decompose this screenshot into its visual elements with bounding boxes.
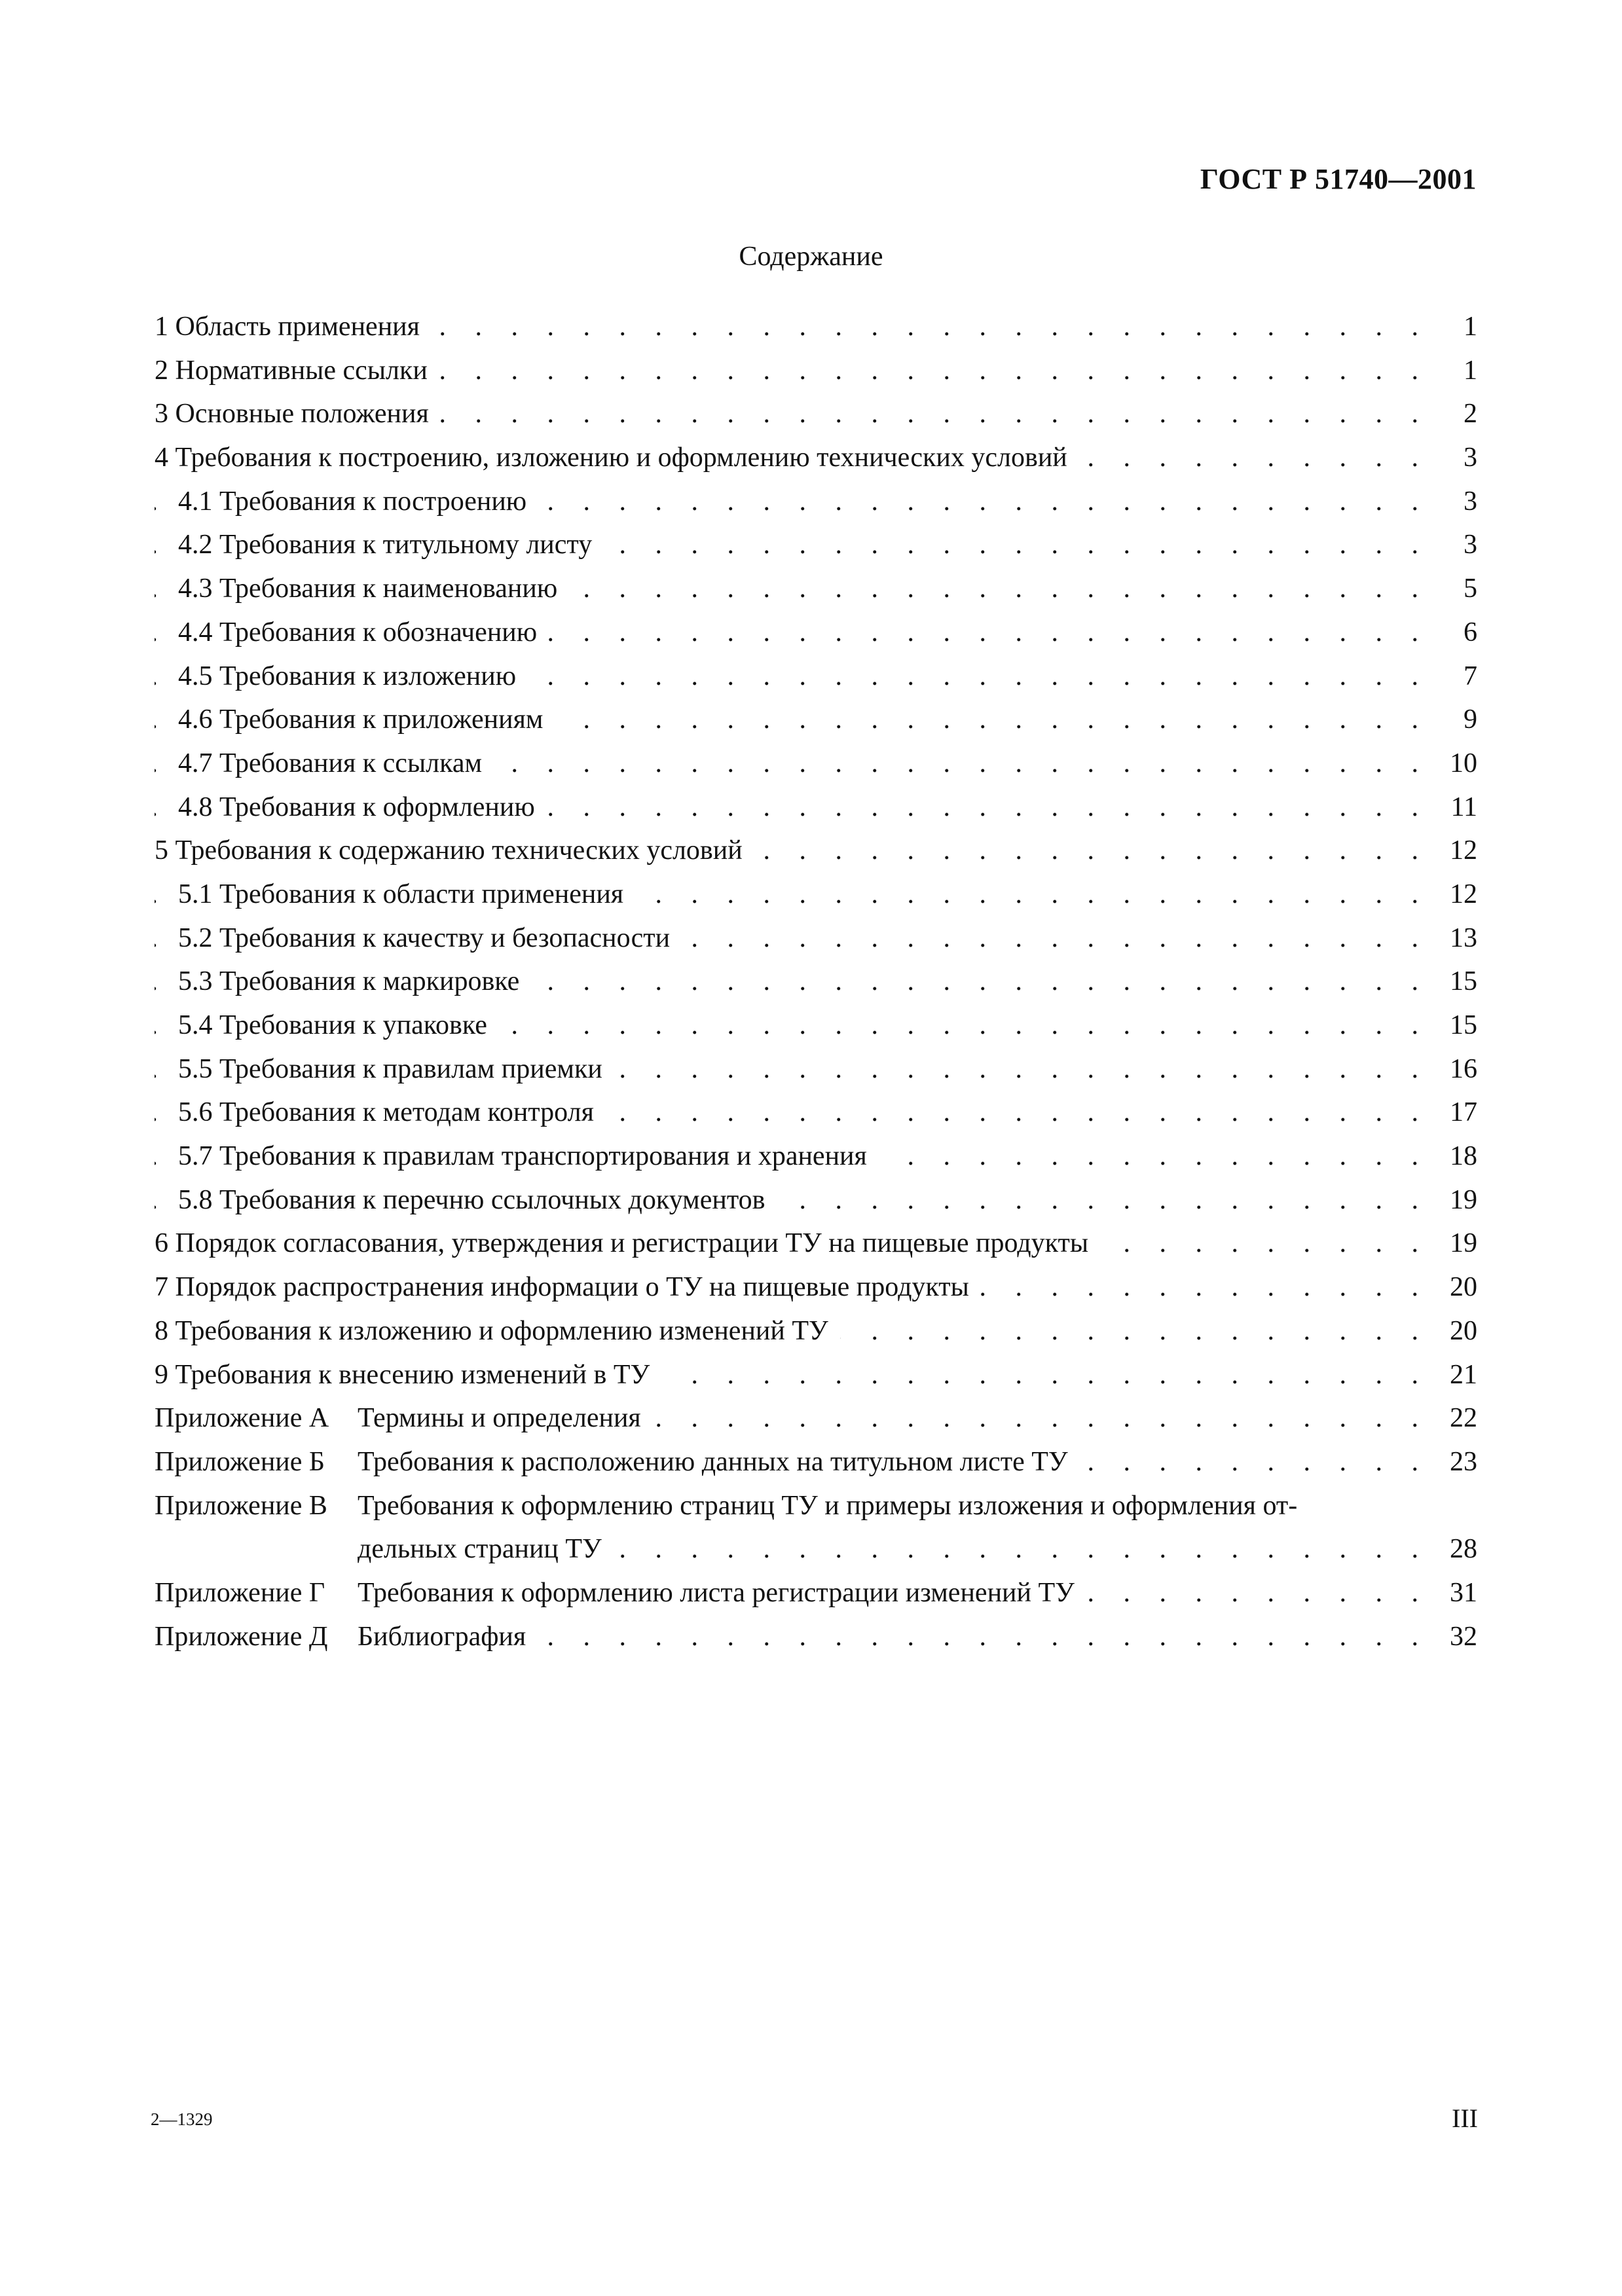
appendix-prefix: Приложение Д xyxy=(155,1615,328,1659)
toc-entry-page: 21 xyxy=(1442,1353,1477,1397)
toc-entry xyxy=(155,611,1477,655)
toc-entry-page: 19 xyxy=(1442,1178,1477,1222)
toc-entry-page: 3 xyxy=(1456,436,1477,480)
toc-entry xyxy=(155,523,1477,567)
toc-entry xyxy=(155,786,1477,829)
toc-entry-label: 2 Нормативные ссылки xyxy=(155,355,439,386)
toc-entry xyxy=(155,1178,1477,1222)
toc-entry-label: 4.6 Требования к приложениям xyxy=(178,704,555,735)
toc-entry-label: 6 Порядок согласования, утверждения и регистрации ТУ на пищевые продукты xyxy=(155,1228,1100,1258)
appendix-label: Требования к оформлению страниц ТУ и примеры изложения и оформления от- xyxy=(358,1484,1477,1528)
toc-entry-label: 5 Требования к содержанию технических условий xyxy=(155,835,754,866)
toc-entry-label: 5.4 Требования к упаковке xyxy=(178,1010,499,1040)
toc-entry-label: 4.7 Требования к ссылкам xyxy=(178,748,494,778)
toc-entry xyxy=(155,1135,1477,1178)
toc-entry xyxy=(155,1004,1477,1048)
toc-entry-page: 15 xyxy=(1442,960,1477,1004)
toc-entry xyxy=(155,829,1477,873)
toc-entry xyxy=(155,655,1477,699)
appendix-label: Библиография xyxy=(358,1615,538,1659)
toc-entry-label: 4.8 Требования к оформлению xyxy=(178,792,547,822)
appendix-label: Требования к оформлению листа регистрации изменений ТУ xyxy=(358,1571,1086,1615)
toc-entry-label: 3 Основные положения xyxy=(155,399,441,429)
toc-entry-label: 4.2 Требования к титульному листу xyxy=(178,530,604,560)
toc-entry-label: 5.6 Требования к методам контроля xyxy=(178,1097,606,1127)
toc-entry-page: 12 xyxy=(1442,829,1477,873)
toc-entry xyxy=(155,436,1477,480)
toc-entry-label: 4.5 Требования к изложению xyxy=(178,661,528,691)
toc-entry-page: 3 xyxy=(1456,523,1477,567)
toc-entry-label: 4 Требования к построению, изложению и оформлению технических условий xyxy=(155,443,1079,473)
toc-entry-page: 1 xyxy=(1456,305,1477,349)
appendix-page: 31 xyxy=(1442,1571,1477,1615)
toc-entry xyxy=(155,1091,1477,1135)
toc-entry-page: 18 xyxy=(1442,1135,1477,1178)
toc-entry-page: 3 xyxy=(1456,480,1477,524)
appendix-prefix: Приложение А xyxy=(155,1396,329,1440)
toc-entry-label: 5.7 Требования к правилам транспортирования и хранения xyxy=(178,1141,879,1171)
toc-entry xyxy=(155,1353,1477,1397)
toc-entry xyxy=(155,1048,1477,1091)
toc-entry-page: 7 xyxy=(1456,655,1477,699)
toc-title: Содержание xyxy=(739,242,883,272)
page-number: III xyxy=(1452,2104,1478,2133)
toc-entry xyxy=(155,873,1477,917)
toc-entry-label: 5.5 Требования к правилам приемки xyxy=(178,1054,614,1084)
toc-entry-label: 1 Область применения xyxy=(155,312,432,342)
toc-appendix xyxy=(155,1571,1477,1615)
toc-entry xyxy=(155,567,1477,611)
toc-entry-page: 1 xyxy=(1456,349,1477,393)
appendix-page: 22 xyxy=(1442,1396,1477,1440)
toc-appendix-continued xyxy=(155,1527,1477,1571)
appendix-page: 28 xyxy=(1442,1527,1477,1571)
appendix-prefix: Приложение Б xyxy=(155,1440,325,1484)
toc-entry-page: 11 xyxy=(1443,786,1477,829)
toc-entry-page: 13 xyxy=(1442,917,1477,960)
toc-entry-label: 9 Требования к внесению изменений в ТУ xyxy=(155,1360,661,1390)
toc-entry-label: 5.3 Требования к маркировке xyxy=(178,966,531,996)
appendix-label-continued: дельных страниц ТУ xyxy=(358,1527,614,1571)
toc-appendix xyxy=(155,1615,1477,1659)
toc-entry xyxy=(155,305,1477,349)
toc-entry-label: 4.4 Требования к обозначению xyxy=(178,617,549,647)
toc-entry-page: 5 xyxy=(1456,567,1477,611)
toc-entry-page: 9 xyxy=(1456,698,1477,742)
toc-entry-page: 19 xyxy=(1442,1222,1477,1266)
toc-entry xyxy=(155,349,1477,393)
toc-entry xyxy=(155,1309,1477,1353)
table-of-contents xyxy=(155,305,1477,1658)
toc-entry xyxy=(155,1266,1477,1309)
toc-entry xyxy=(155,960,1477,1004)
toc-entries xyxy=(155,305,1477,1396)
toc-entry-page: 17 xyxy=(1442,1091,1477,1135)
toc-entry-label: 4.1 Требования к построению xyxy=(178,486,538,517)
toc-entry-page: 10 xyxy=(1442,742,1477,786)
toc-entry-page: 2 xyxy=(1456,392,1477,436)
toc-entry-page: 16 xyxy=(1442,1048,1477,1091)
toc-appendices xyxy=(155,1396,1477,1658)
toc-entry-page: 15 xyxy=(1442,1004,1477,1048)
toc-entry-label: 4.3 Требования к наименованию xyxy=(178,574,569,604)
appendix-prefix: Приложение Г xyxy=(155,1571,325,1615)
appendix-page: 23 xyxy=(1442,1440,1477,1484)
appendix-label: Требования к расположению данных на титульном листе ТУ xyxy=(358,1440,1080,1484)
toc-entry-label: 7 Порядок распространения информации о ТУ на пищевые продукты xyxy=(155,1272,981,1302)
toc-entry-page: 20 xyxy=(1442,1309,1477,1353)
appendix-page: 32 xyxy=(1442,1615,1477,1659)
appendix-prefix: Приложение В xyxy=(155,1484,327,1528)
toc-appendix xyxy=(155,1440,1477,1484)
print-code: 2—1329 xyxy=(151,2109,213,2129)
toc-entry-page: 6 xyxy=(1456,611,1477,655)
toc-entry-label: 5.2 Требования к качеству и безопасности xyxy=(178,923,682,953)
toc-entry-label: 5.1 Требования к области применения xyxy=(178,879,635,909)
toc-entry xyxy=(155,917,1477,960)
toc-entry xyxy=(155,1222,1477,1266)
toc-entry-label: 8 Требования к изложению и оформлению изменений ТУ xyxy=(155,1316,840,1346)
toc-entry-label: 5.8 Требования к перечню ссылочных документов xyxy=(178,1185,777,1215)
toc-entry xyxy=(155,698,1477,742)
toc-appendix xyxy=(155,1484,1477,1528)
toc-entry xyxy=(155,742,1477,786)
document-code: ГОСТ Р 51740—2001 xyxy=(1200,163,1477,195)
toc-entry-page: 12 xyxy=(1442,873,1477,917)
toc-entry xyxy=(155,392,1477,436)
toc-entry-page: 20 xyxy=(1442,1266,1477,1309)
appendix-label: Термины и определения xyxy=(358,1396,653,1440)
toc-appendix xyxy=(155,1396,1477,1440)
toc-entry xyxy=(155,480,1477,524)
